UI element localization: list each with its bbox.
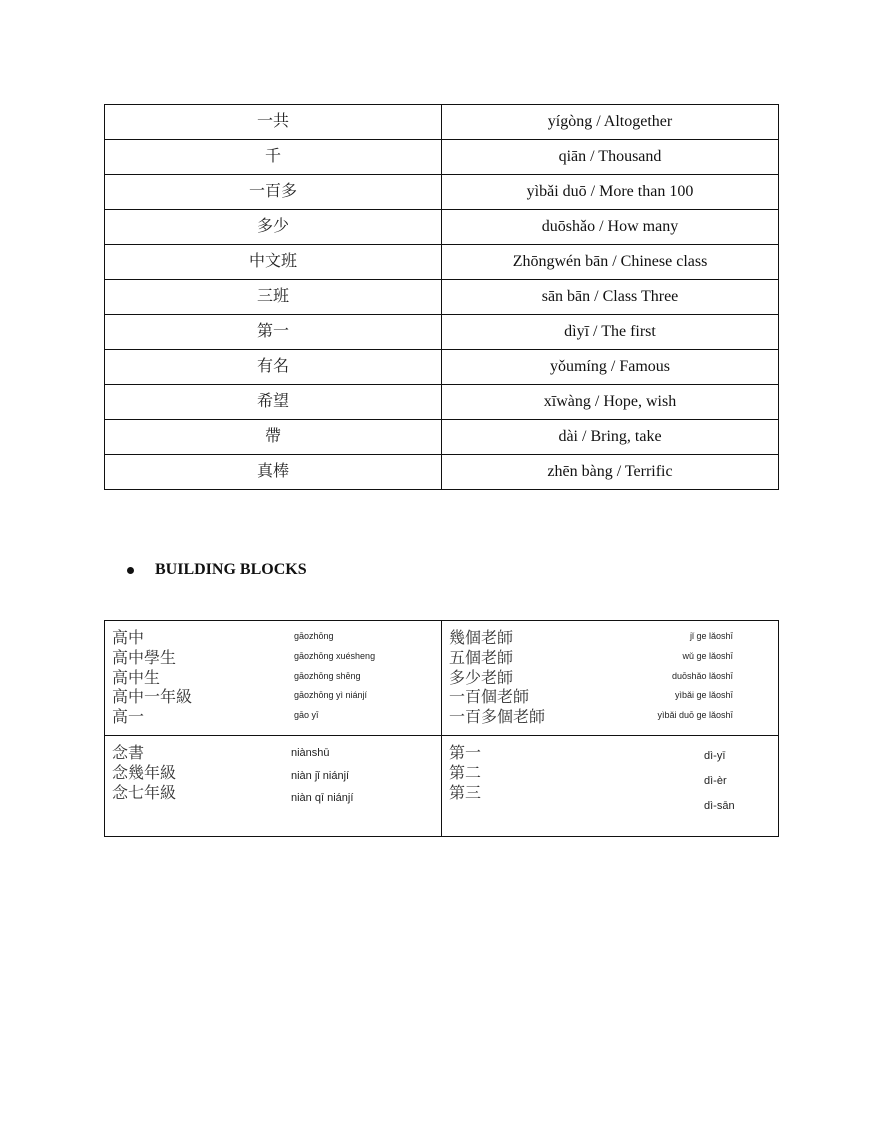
table-row [105, 455, 779, 490]
chinese-term: 有名 [105, 350, 442, 385]
pinyin-translation: yìbǎi duō / More than 100 [442, 175, 779, 210]
pinyin-phrase: niàn qī niánjí [291, 792, 354, 804]
pinyin-phrase: jǐ ge lǎoshī [689, 631, 733, 641]
pinyin-translation: zhēn bàng / Terrific [442, 455, 779, 490]
chinese-phrase: 念幾年級 [112, 762, 177, 782]
chinese-term: 希望 [105, 385, 442, 420]
table-row [105, 175, 779, 210]
pinyin-translation: yígòng / Altogether [442, 105, 779, 140]
pinyin-list [294, 630, 375, 729]
chinese-phrase: 第三 [449, 782, 482, 802]
pinyin-phrase: gāozhōng xuésheng [294, 650, 376, 661]
pinyin-translation: qiān / Thousand [442, 140, 779, 175]
pinyin-phrase: gāo yī [294, 710, 319, 721]
chinese-term: 三班 [105, 280, 442, 315]
chinese-phrase: 念七年級 [112, 782, 177, 802]
chinese-term: 真棒 [105, 455, 442, 490]
pinyin-phrase: yìbǎi duō ge lǎoshī [657, 710, 733, 721]
pinyin-phrase: gāozhōng yì niánjí [294, 690, 368, 701]
chinese-term: 第一 [105, 315, 442, 350]
building-blocks-table [104, 620, 779, 837]
chinese-phrase: 第二 [449, 762, 482, 782]
chinese-phrase: 一百個老師 [449, 687, 530, 707]
chinese-phrase: 一百多個老師 [449, 707, 546, 727]
table-row [105, 140, 779, 175]
chinese-phrase: 念書 [112, 743, 145, 762]
chinese-phrase: 五個老師 [449, 647, 514, 667]
table-row [105, 210, 779, 245]
pinyin-phrase: gāozhōng shēng [294, 670, 361, 681]
pinyin-phrase: yìbǎi ge lǎoshī [674, 690, 733, 701]
table-row [105, 350, 779, 385]
pinyin-phrase: dì-sān [704, 800, 735, 812]
chinese-term: 多少 [105, 210, 442, 245]
pinyin-translation: dài / Bring, take [442, 420, 779, 455]
pinyin-list [657, 630, 733, 729]
chinese-term: 一百多 [105, 175, 442, 210]
table-row [105, 736, 779, 837]
chinese-term: 中文班 [105, 245, 442, 280]
block-cell-nianshu [105, 736, 442, 837]
chinese-phrase: 第一 [449, 743, 482, 762]
chinese-phrase: 高中學生 [112, 647, 177, 667]
chinese-list [112, 743, 176, 802]
chinese-term: 一共 [105, 105, 442, 140]
pinyin-phrase: wǔ ge lǎoshī [682, 650, 733, 661]
pinyin-phrase: duōshǎo lǎoshī [671, 670, 733, 681]
pinyin-translation: dìyī / The first [442, 315, 779, 350]
block-cell-gaozhong [105, 621, 442, 736]
chinese-term: 千 [105, 140, 442, 175]
section-title: BUILDING BLOCKS [155, 561, 307, 578]
pinyin-translation: yǒumíng / Famous [442, 350, 779, 385]
table-row [105, 105, 779, 140]
chinese-phrase: 幾個老師 [449, 628, 514, 647]
bullet-icon [127, 567, 134, 574]
chinese-list [112, 628, 192, 727]
pinyin-list [704, 750, 735, 825]
pinyin-translation: xīwàng / Hope, wish [442, 385, 779, 420]
table-row [105, 245, 779, 280]
table-row [105, 385, 779, 420]
pinyin-list [291, 747, 353, 815]
section-heading-building-blocks [127, 561, 307, 579]
vocabulary-table [104, 104, 779, 490]
table-row [105, 315, 779, 350]
chinese-list [449, 743, 481, 802]
pinyin-translation: Zhōngwén bān / Chinese class [442, 245, 779, 280]
chinese-list [449, 628, 545, 727]
chinese-phrase: 高一 [112, 707, 145, 727]
table-row [105, 621, 779, 736]
pinyin-phrase: dì-yī [704, 750, 726, 762]
pinyin-phrase: dì-èr [704, 775, 727, 787]
table-row [105, 280, 779, 315]
table-row [105, 420, 779, 455]
chinese-phrase: 高中一年級 [112, 687, 193, 707]
pinyin-translation: duōshǎo / How many [442, 210, 779, 245]
chinese-term: 帶 [105, 420, 442, 455]
block-cell-laoshi [442, 621, 779, 736]
chinese-phrase: 多少老師 [449, 667, 514, 687]
chinese-phrase: 高中生 [112, 667, 161, 687]
pinyin-phrase: niànshū [291, 747, 330, 759]
chinese-phrase: 高中 [112, 628, 145, 647]
pinyin-phrase: niàn jǐ niánjí [291, 769, 350, 782]
pinyin-phrase: gāozhōng [294, 631, 334, 641]
pinyin-translation: sān bān / Class Three [442, 280, 779, 315]
block-cell-di [442, 736, 779, 837]
